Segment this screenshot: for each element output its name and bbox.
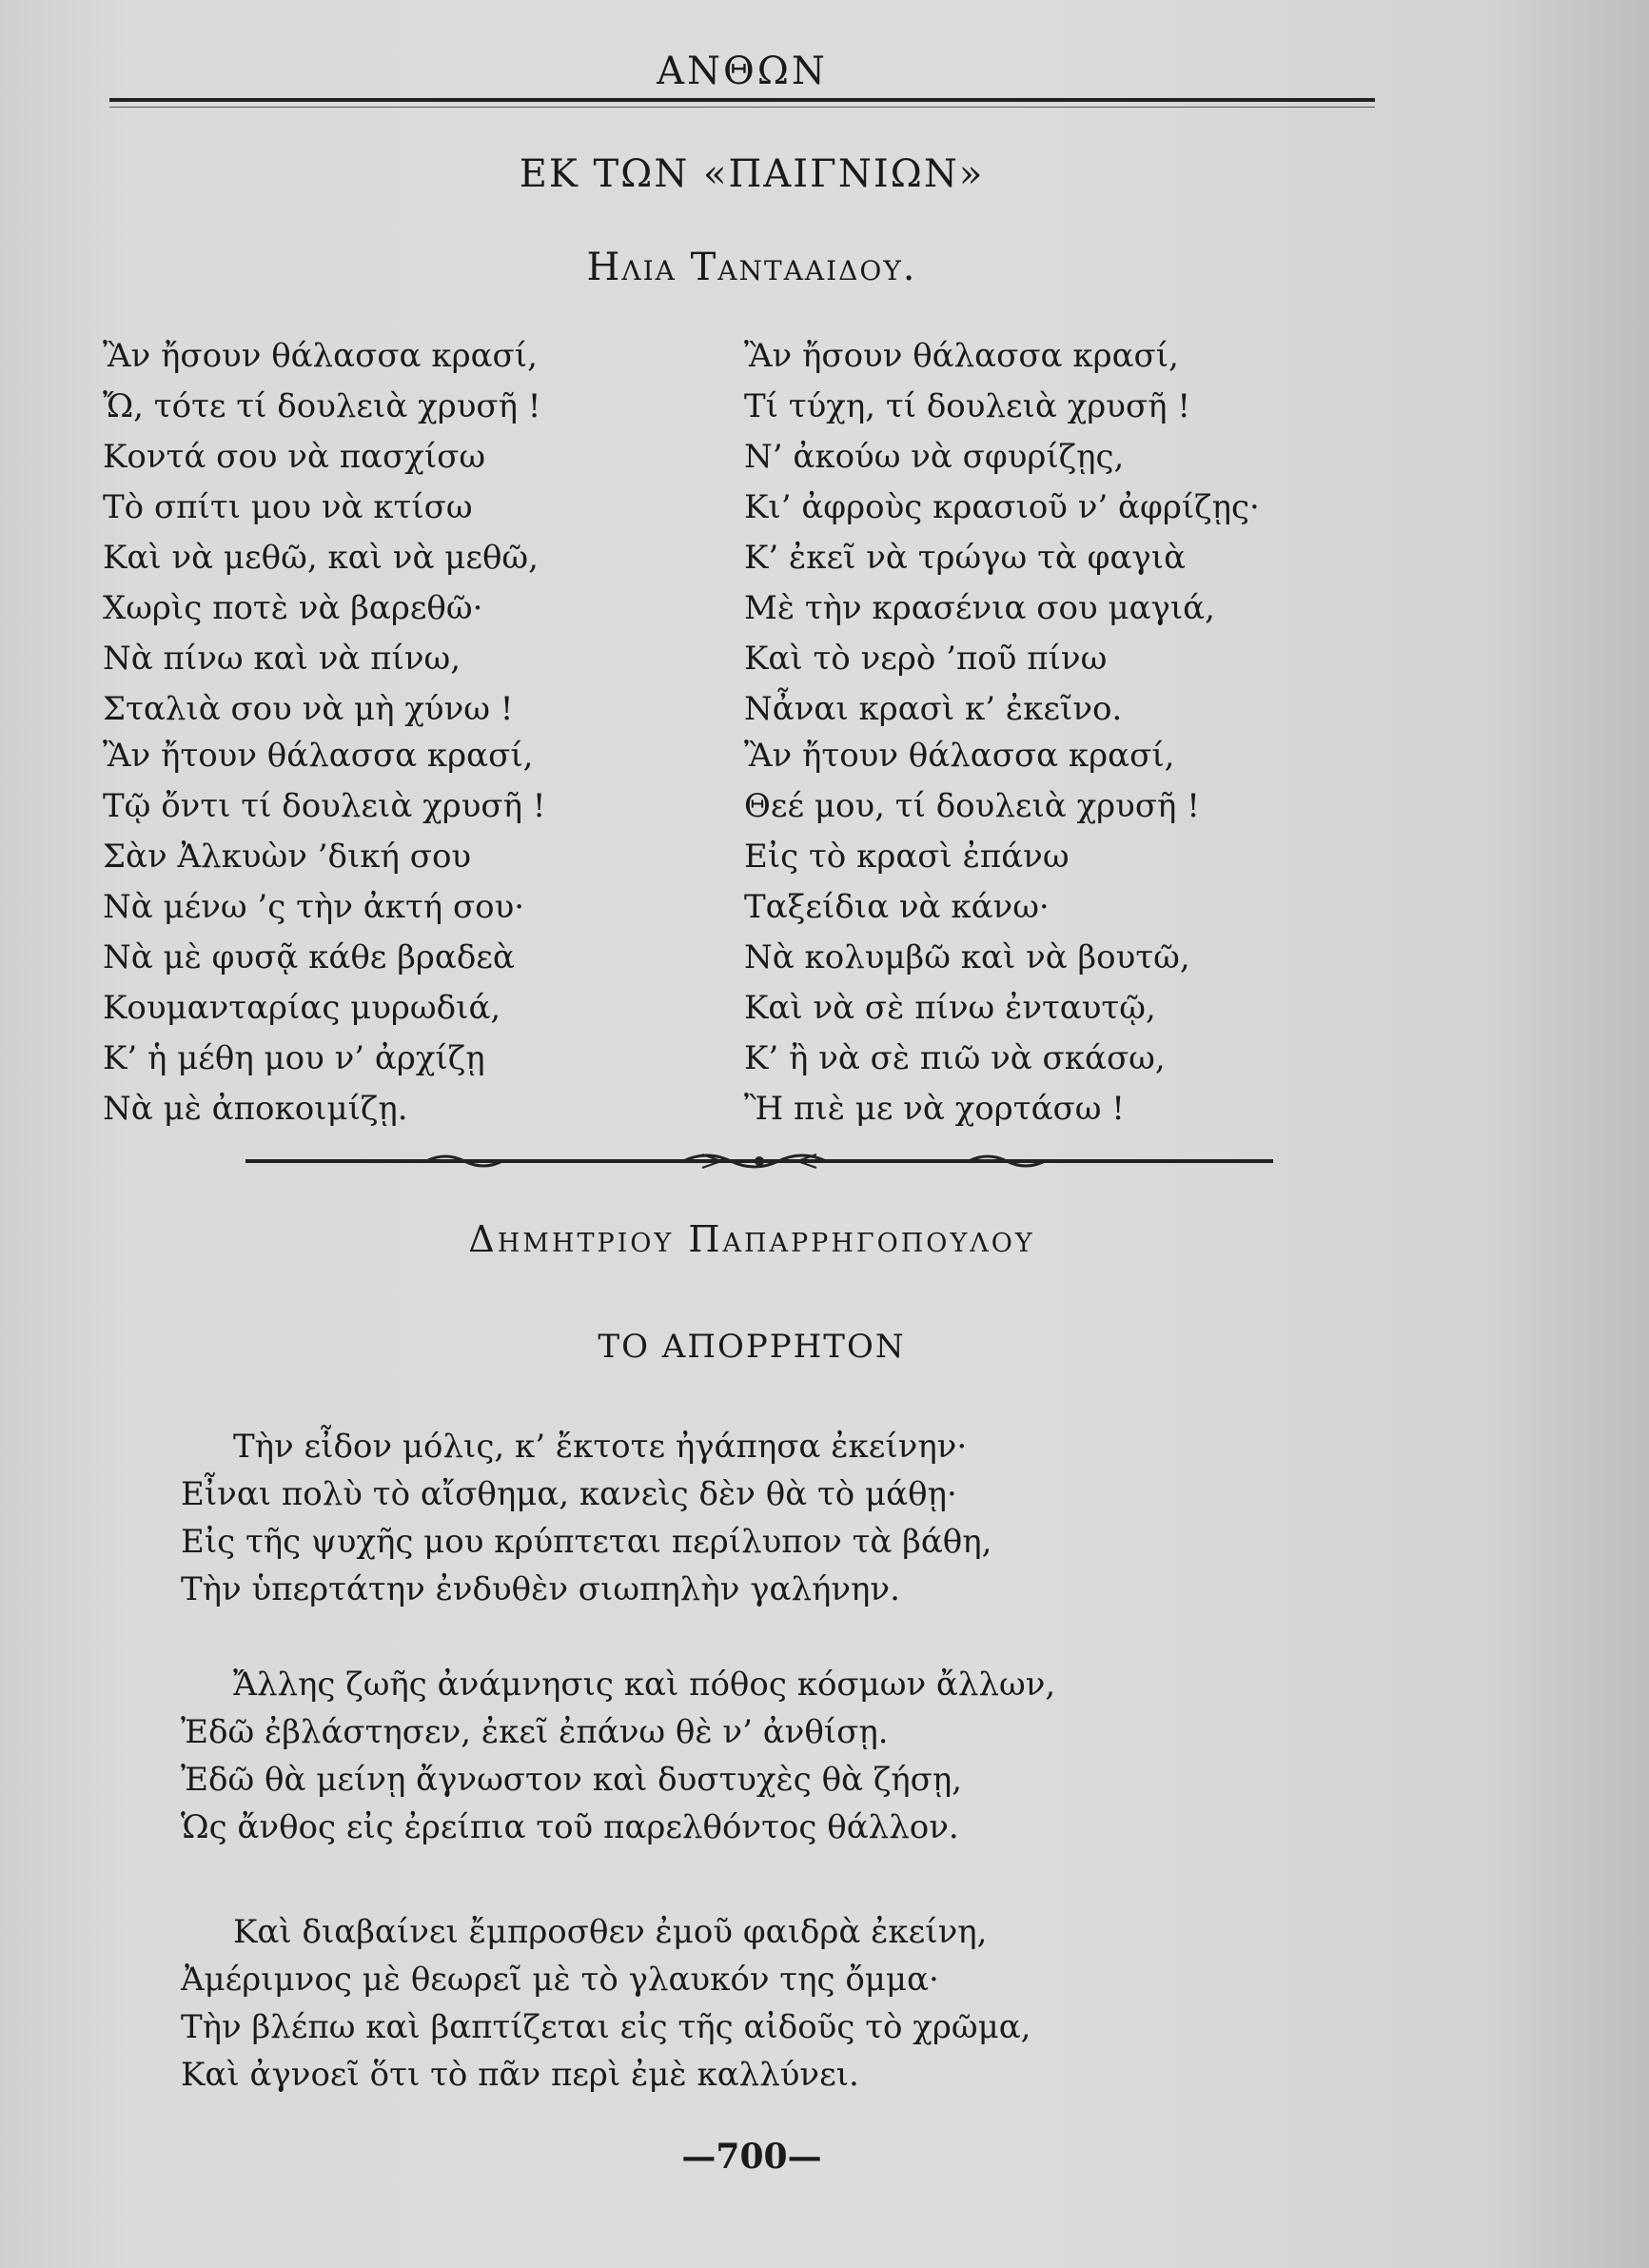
- verse-line: Ἂν ἤτουν θάλασσα κρασί,: [744, 737, 1175, 775]
- verse-line: Ἂν ἤσουν θάλασσα κρασί,: [744, 337, 1179, 375]
- verse-line: Νὰ μὲ φυσᾷ κάθε βραδεὰ: [103, 938, 515, 976]
- poem2-stanza-2: [181, 1661, 1055, 1851]
- verse-line: Καὶ διαβαίνει ἔμπροσθεν ἐμοῦ φαιδρὰ ἐκείνη,: [233, 1913, 988, 1951]
- verse-line: Σὰν Ἀλκυὼν ’δική σου: [103, 838, 472, 876]
- verse-line: Τὴν ὑπερτάτην ἐνδυθὲν σιωπηλὴν γαλήνην.: [181, 1570, 900, 1608]
- poem1-left-stanza-2: [103, 731, 545, 1134]
- verse-line: Τὴν βλέπω καὶ βαπτίζεται εἰς τῆς αἰδοῦς τὸ χρῶμα,: [181, 2008, 1031, 2046]
- verse-line: Ταξείδια νὰ κάνω·: [744, 888, 1050, 926]
- poem2-author: Δημητριου Παπαρρηγοπουλου: [468, 1218, 1035, 1260]
- verse-line: Νὰ μένω ’ς τὴν ἀκτή σου·: [103, 888, 525, 926]
- verse-line: Κουμανταρίας μυρωδιά,: [103, 989, 501, 1027]
- verse-line: Κ’ ἡ μέθη μου ν’ ἀρχίζῃ: [103, 1039, 485, 1077]
- poem1-right-stanza-2: [744, 731, 1200, 1134]
- poem2-stanza-3: [181, 1908, 1031, 2099]
- verse-line: Τῷ ὄντι τί δουλειὰ χρυσῆ !: [103, 787, 546, 825]
- verse-line: Κ’ ἐκεῖ νὰ τρώγω τὰ φαγιὰ: [744, 539, 1187, 577]
- poem1-section-title: ΕΚ ΤΩΝ «ΠΑΙΓΝΙΩΝ»: [519, 152, 985, 196]
- running-title: ΑΝΘΩΝ: [657, 49, 828, 93]
- verse-line: Εἰς τὸ κρασὶ ἐπάνω: [744, 838, 1070, 876]
- verse-line: Σταλιὰ σου νὰ μὴ χύνω !: [103, 690, 514, 728]
- verse-line: Νὰ κολυμβῶ καὶ νὰ βουτῶ,: [744, 938, 1190, 976]
- verse-line: Ὤ, τότε τί δουλειὰ χρυσῆ !: [103, 387, 541, 425]
- verse-line: Κ’ ἢ νὰ σὲ πιῶ νὰ σκάσω,: [744, 1039, 1166, 1077]
- poem1-author: Ηλια Ταντααιδου.: [586, 246, 917, 289]
- verse-line: Τὸ σπίτι μου νὰ κτίσω: [103, 488, 473, 526]
- verse-line: Καὶ νὰ σὲ πίνω ἐνταυτῷ,: [744, 989, 1156, 1027]
- poem2-title: ΤΟ ΑΠΟΡΡΗΤΟΝ: [598, 1328, 906, 1366]
- verse-line: Ἐδῶ ἐβλάστησεν, ἐκεῖ ἐπάνω θὲ ν’ ἀνθίσῃ.: [181, 1713, 889, 1751]
- verse-line: Εἰς τῆς ψυχῆς μου κρύπτεται περίλυπον τὰ βάθη,: [181, 1523, 992, 1561]
- ornamental-divider: [245, 1147, 1273, 1175]
- header-rule-thin: [109, 107, 1375, 108]
- verse-line: Κι’ ἀφροὺς κρασιοῦ ν’ ἀφρίζῃς·: [744, 488, 1260, 526]
- verse-line: Μὲ τὴν κρασένια σου μαγιά,: [744, 589, 1215, 627]
- verse-line: Τί τύχη, τί δουλειὰ χρυσῆ !: [744, 387, 1191, 425]
- verse-line: Νἆναι κρασὶ κ’ ἐκεῖνο.: [744, 690, 1123, 728]
- verse-line: Ν’ ἀκούω νὰ σφυρίζῃς,: [744, 438, 1125, 476]
- verse-line: Θεέ μου, τί δουλειὰ χρυσῆ !: [744, 787, 1200, 825]
- verse-line: Νὰ πίνω καὶ νὰ πίνω,: [103, 640, 461, 678]
- verse-line: Κοντά σου νὰ πασχίσω: [103, 438, 486, 476]
- header-rule: [109, 98, 1375, 102]
- poem2-stanza-1: [181, 1423, 991, 1613]
- verse-line: Ὡς ἄνθος εἰς ἐρείπια τοῦ παρελθόντος θάλλον.: [181, 1808, 959, 1846]
- verse-line: Νὰ μὲ ἀποκοιμίζῃ.: [103, 1090, 408, 1128]
- verse-line: Καὶ τὸ νερὸ ’ποῦ πίνω: [744, 640, 1108, 678]
- verse-line: Εἶναι πολὺ τὸ αἴσθημα, κανεὶς δὲν θὰ τὸ μάθῃ·: [181, 1475, 957, 1513]
- verse-line: Ἂν ἤσουν θάλασσα κρασί,: [103, 337, 538, 375]
- verse-line: Ἄλλης ζωῆς ἀνάμνησις καὶ πόθος κόσμων ἄλλων,: [233, 1666, 1056, 1704]
- page-number: —700—: [681, 2137, 822, 2177]
- verse-line: Ἢ πιὲ με νὰ χορτάσω !: [744, 1090, 1125, 1128]
- verse-line: Ἂν ἤτουν θάλασσα κρασί,: [103, 737, 534, 775]
- poem1-left-stanza-1: [103, 331, 540, 735]
- verse-line: Καὶ νὰ μεθῶ, καὶ νὰ μεθῶ,: [103, 539, 539, 577]
- verse-line: Καὶ ἀγνοεῖ ὅτι τὸ πᾶν περὶ ἐμὲ καλλύνει.: [181, 2056, 859, 2094]
- verse-line: Ἐδῶ θὰ μείνῃ ἄγνωστον καὶ δυστυχὲς θὰ ζήσῃ,: [181, 1761, 963, 1799]
- poem1-right-stanza-1: [744, 331, 1260, 735]
- verse-line: Ἀμέριμνος μὲ θεωρεῖ μὲ τὸ γλαυκόν της ὄμμα·: [181, 1961, 939, 1999]
- verse-line: Χωρὶς ποτὲ νὰ βαρεθῶ·: [103, 589, 483, 627]
- verse-line: Τὴν εἶδον μόλις, κ’ ἔκτοτε ἠγάπησα ἐκείνην·: [233, 1428, 968, 1466]
